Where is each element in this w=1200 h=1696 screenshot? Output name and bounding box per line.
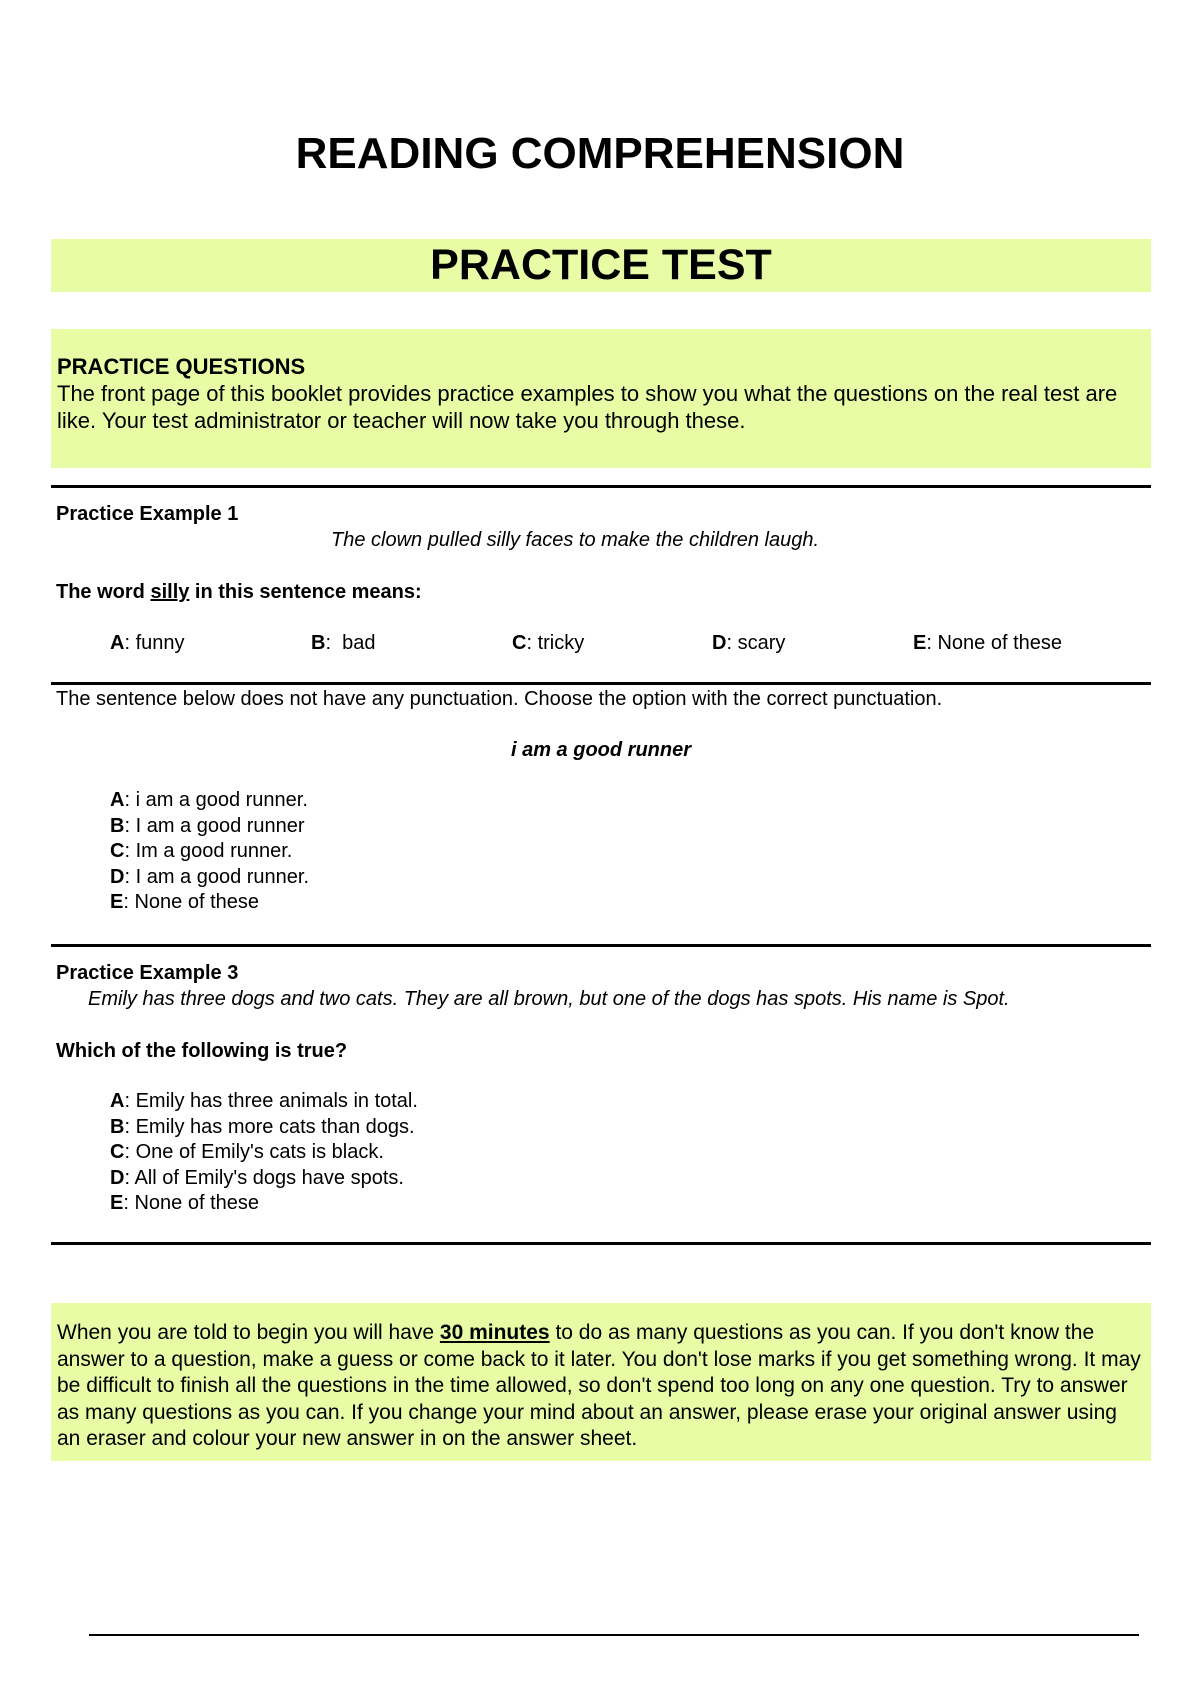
- option-sep: :: [123, 1192, 135, 1214]
- option-letter: C: [110, 1141, 125, 1163]
- option-c[interactable]: [110, 1140, 1146, 1166]
- time-limit: 30 minutes: [439, 1321, 550, 1344]
- option-text: I am a good runner: [135, 814, 305, 837]
- option-text: i am a good runner.: [135, 789, 308, 811]
- instructions-text: When you are told to begin you will have: [57, 1321, 440, 1344]
- option-letter: D: [712, 632, 727, 654]
- option-sep: :: [325, 632, 343, 654]
- option-letter: B: [311, 632, 326, 654]
- option-sep: :: [526, 632, 538, 654]
- option-letter: D: [110, 1166, 125, 1189]
- option-letter: C: [110, 840, 125, 862]
- option-d[interactable]: [110, 1166, 1146, 1192]
- option-a[interactable]: [110, 788, 1146, 814]
- option-b[interactable]: [110, 814, 1146, 840]
- option-letter: C: [512, 632, 527, 654]
- option-letter: E: [110, 1192, 124, 1214]
- practice-questions-text: The front page of this booklet provides practice examples to show you what the questions on the real test are like. Your test administrator or teacher will now take you through these.: [57, 381, 1118, 433]
- option-a[interactable]: [110, 630, 185, 656]
- option-text: One of Emily's cats is black.: [135, 1141, 384, 1163]
- option-sep: :: [726, 632, 738, 654]
- option-b[interactable]: [311, 630, 376, 656]
- option-sep: :: [124, 1090, 136, 1112]
- option-sep: :: [124, 1115, 136, 1138]
- option-text: None of these: [937, 632, 1062, 654]
- option-b[interactable]: [110, 1115, 1146, 1141]
- example-heading: Practice Example 3: [56, 962, 239, 984]
- test-instructions-box: [51, 1303, 1151, 1461]
- answer-options: [56, 630, 1146, 656]
- answer-options: [56, 788, 1146, 916]
- divider: [51, 485, 1151, 488]
- option-sep: :: [123, 891, 135, 913]
- practice-example-2: [56, 686, 1146, 916]
- question-prompt: [56, 579, 1146, 605]
- option-e[interactable]: [110, 1191, 1146, 1217]
- option-c[interactable]: [512, 630, 584, 656]
- banner-label: PRACTICE TEST: [430, 241, 772, 289]
- option-letter: B: [110, 1115, 125, 1138]
- option-d[interactable]: [110, 865, 1146, 891]
- practice-example-3: [56, 960, 1146, 1217]
- option-letter: A: [110, 632, 125, 654]
- answer-options: [56, 1089, 1146, 1217]
- option-sep: :: [926, 632, 938, 654]
- option-sep: :: [124, 1141, 136, 1163]
- option-letter: A: [110, 789, 125, 811]
- divider: [51, 682, 1151, 685]
- practice-questions-box: [51, 329, 1151, 468]
- test-instructions-text: [57, 1320, 1145, 1453]
- option-e[interactable]: [110, 890, 1146, 916]
- option-text: Emily has three animals in total.: [135, 1090, 418, 1112]
- divider: [51, 944, 1151, 947]
- prompt-text: The word: [56, 581, 151, 603]
- divider: [51, 1242, 1151, 1245]
- option-sep: :: [124, 814, 136, 837]
- option-text: funny: [135, 632, 185, 654]
- footer-divider: [89, 1634, 1139, 1636]
- option-letter: E: [913, 632, 927, 654]
- option-text: tricky: [537, 632, 585, 654]
- prompt-text: in this sentence means:: [189, 581, 422, 603]
- option-text: Im a good runner.: [135, 840, 293, 862]
- question-prompt: Which of the following is true?: [56, 1040, 348, 1062]
- page-title: READING COMPREHENSION: [295, 129, 905, 178]
- example-sentence: The clown pulled silly faces to make the children laugh.: [331, 529, 820, 551]
- prompt-keyword: silly: [150, 581, 190, 603]
- option-letter: A: [110, 1090, 125, 1112]
- example-sentence: i am a good runner: [510, 739, 692, 761]
- option-sep: :: [124, 632, 136, 654]
- option-text: scary: [737, 632, 786, 654]
- option-e[interactable]: [913, 630, 1062, 656]
- option-sep: :: [124, 840, 136, 862]
- option-letter: B: [110, 814, 125, 837]
- option-text: bad: [342, 632, 376, 654]
- option-text: Emily has more cats than dogs.: [135, 1115, 415, 1138]
- option-text: I am a good runner.: [135, 865, 310, 888]
- practice-test-banner: [51, 239, 1151, 292]
- option-text: None of these: [134, 1192, 259, 1214]
- option-d[interactable]: [712, 630, 785, 656]
- example-sentence: Emily has three dogs and two cats. They are all brown, but one of the dogs has spots. His name is Spot.: [88, 988, 1010, 1010]
- example-heading: Practice Example 1: [56, 503, 239, 525]
- example-instruction: The sentence below does not have any punctuation. Choose the option with the correct punctuation.: [56, 688, 943, 710]
- option-c[interactable]: [110, 839, 1146, 865]
- practice-questions-heading: PRACTICE QUESTIONS: [57, 354, 306, 379]
- option-letter: E: [110, 891, 124, 913]
- instructions-text: to do as many questions as you can. If you don't know the answer to a question, make a guess or come back to it later. You don't lose marks if you get something wrong. It may be difficult to finish all the questions in the time allowed, so don't spend too long on any one question. Try to answer as many questions as you can. If you change your mind about an answer, please erase your original answer using an eraser and colour your new answer in on the answer sheet.: [57, 1321, 1141, 1450]
- option-sep: :: [124, 865, 136, 888]
- option-text: All of Emily's dogs have spots.: [134, 1166, 404, 1189]
- option-a[interactable]: [110, 1089, 1146, 1115]
- practice-example-1: [56, 501, 1146, 656]
- option-text: None of these: [134, 891, 259, 913]
- option-sep: :: [124, 789, 136, 811]
- option-sep: :: [124, 1166, 135, 1189]
- option-letter: D: [110, 865, 125, 888]
